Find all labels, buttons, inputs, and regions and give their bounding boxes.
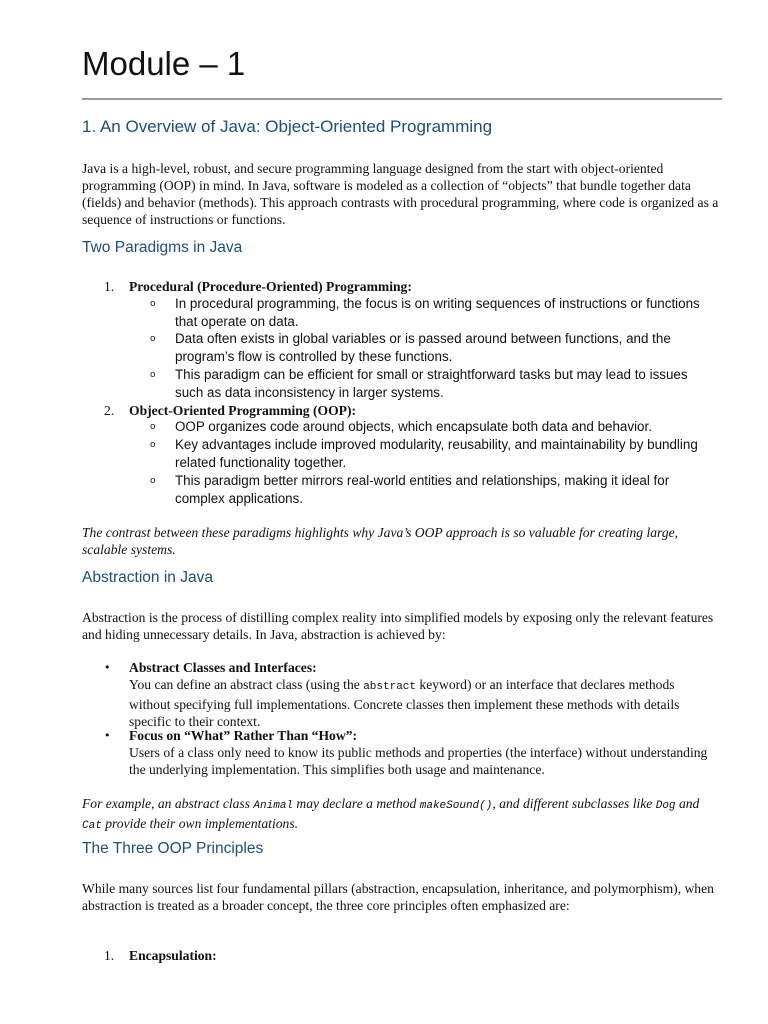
inline-code: Animal	[253, 800, 294, 812]
circle-bullet-icon: o	[150, 334, 156, 344]
example-text: and	[675, 796, 700, 811]
bullet-icon: •	[104, 729, 111, 742]
list-item-text: Data often exists in global variables or is passed around between functions, and the program’s flow is controlled by these functions.	[175, 331, 671, 364]
abstraction-item-what-not-how	[129, 727, 719, 778]
example-text: For example, an abstract class	[82, 796, 254, 811]
circle-bullet-icon: o	[150, 299, 156, 309]
list-item-title: Abstract Classes and Interfaces:	[129, 660, 317, 675]
list-number: 1.	[104, 948, 115, 963]
list-item-text: This paradigm can be efficient for small or straightforward tasks but may lead to issues such as data inconsistency in larger systems.	[175, 367, 688, 400]
paradigm-title-procedural: Procedural (Procedure-Oriented) Programming:	[129, 279, 412, 294]
subheading-two-paradigms: Two Paradigms in Java	[82, 239, 243, 256]
example-text: , and different subclasses like	[492, 796, 656, 811]
list-item-text: You can define an abstract class (using the	[129, 677, 364, 692]
circle-bullet-icon: o	[150, 370, 156, 380]
paradigms-note: The contrast between these paradigms highlights why Java’s OOP approach is so valuable for creating large, scalable systems.	[82, 525, 679, 557]
inline-code: Dog	[655, 800, 676, 812]
page-title: Module – 1	[82, 45, 246, 82]
title-divider	[82, 98, 722, 100]
inline-code: makeSound()	[419, 800, 493, 812]
principle-title-encapsulation: Encapsulation:	[129, 948, 217, 963]
section-heading-overview: 1. An Overview of Java: Object-Oriented Programming	[82, 117, 493, 136]
example-text: provide their own implementations.	[101, 816, 299, 831]
list-number: 2.	[104, 403, 115, 418]
subheading-abstraction: Abstraction in Java	[82, 569, 213, 586]
list-item-text: This paradigm better mirrors real-world entities and relationships, making it ideal for complex applications.	[175, 473, 670, 506]
circle-bullet-icon: o	[150, 476, 156, 486]
overview-paragraph: Java is a high-level, robust, and secure programming language designed from the start with object-oriented programming (OOP) in mind. In Java, software is modeled as a collection of “objects” that bundle together data (fields) and behavior (methods). This approach contrasts with procedural programming, where code is organized as a sequence of instructions or functions.	[82, 161, 719, 227]
abstraction-item-abstract-classes	[129, 659, 719, 730]
list-item-text: OOP organizes code around objects, which encapsulate both data and behavior.	[175, 419, 652, 434]
list-item-title: Focus on “What” Rather Than “How”:	[129, 728, 357, 743]
circle-bullet-icon: o	[150, 440, 156, 450]
list-item-text: keyword) or an interface that declares methods without specifying full implementations. Concrete classes then implement these methods with details specific to their context.	[129, 677, 680, 729]
inline-code: Cat	[82, 820, 102, 832]
example-text: may declare a method	[293, 796, 420, 811]
paradigm-title-oop: Object-Oriented Programming (OOP):	[129, 403, 357, 418]
list-item-text: Key advantages include improved modularity, reusability, and maintainability by bundling related functionality together.	[175, 437, 698, 470]
bullet-icon: •	[104, 661, 111, 674]
subheading-oop-principles: The Three OOP Principles	[82, 840, 264, 857]
principles-paragraph: While many sources list four fundamental pillars (abstraction, encapsulation, inheritance, and polymorphism), when abstraction is treated as a broader concept, the three core principles often emphasized are:	[82, 881, 714, 913]
list-item-text: In procedural programming, the focus is on writing sequences of instructions or functions that operate on data.	[175, 296, 700, 329]
list-number: 1.	[104, 279, 115, 294]
abstraction-paragraph: Abstraction is the process of distilling complex reality into simplified models by exposing only the relevant features and hiding unnecessary details. In Java, abstraction is achieved by:	[82, 610, 714, 642]
abstraction-example	[82, 795, 722, 835]
circle-bullet-icon: o	[150, 422, 156, 432]
inline-code: abstract	[363, 681, 416, 693]
list-item-text: Users of a class only need to know its public methods and properties (the interface) without understanding the underlying implementation. This simplifies both usage and maintenance.	[129, 745, 708, 777]
